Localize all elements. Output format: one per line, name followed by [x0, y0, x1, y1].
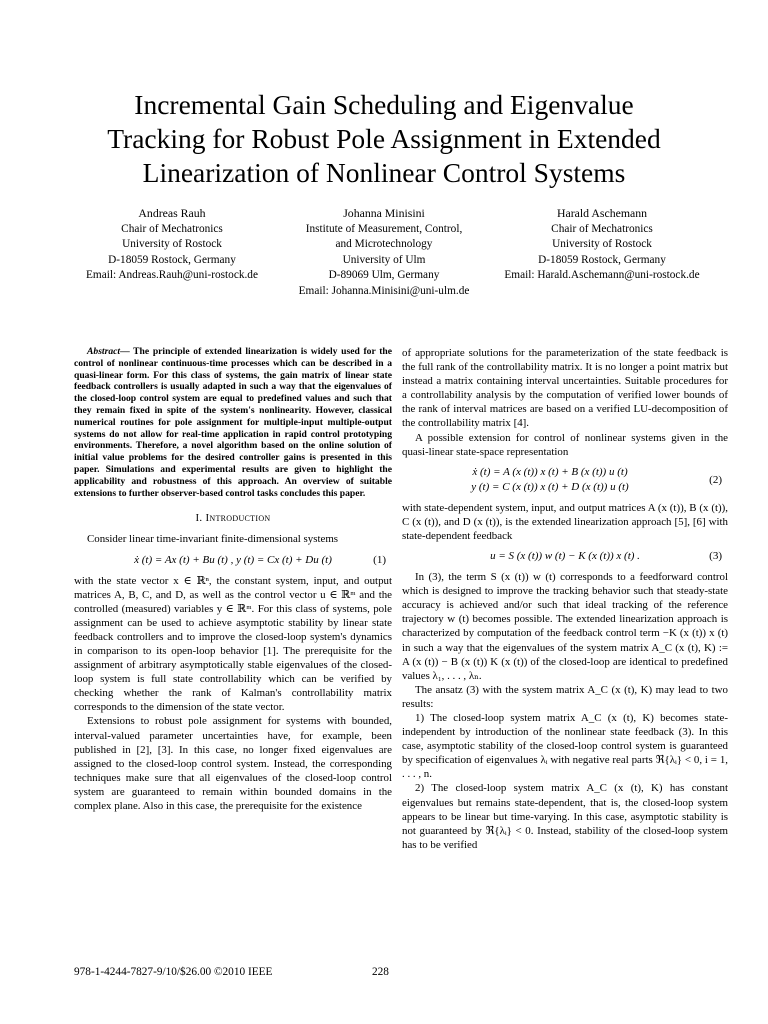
- paragraph: of appropriate solutions for the parameterization of the state feedback is the full rank of the controllability matrix. It is no longer a point matrix but instead a matrix containing interval uncertainties. Suitable procedures for a controllability analysis by the computation of verified lower bounds of the rank of interval matrices are based on a verified LU-decomposition of the controllability matrix [4].: [402, 347, 728, 430]
- paragraph: with the state vector x ∈ ℝⁿ, the constant system, input, and output matrices A, B, C, and D, as well as the control vector u ∈ ℝᵐ and the controlled (measured) variables y ∈ ℝᵐ. For this class of systems, pole assignment can be used to achieve asymptotic stability by linear state feedback controllers and to improve the closed-loop system's dynamics in comparison to its open-loop behavior [1]. The prerequisite for the assignment of arbitrary asymptotically stable eigenvalues of the closed-loop system is full state controllability which can be verified by checking whether the rank of Kalman's controllability matrix corresponds to the dimension of the state vector.: [74, 574, 392, 714]
- author-address: D-18059 Rostock, Germany: [108, 253, 236, 266]
- title-line: Linearization of Nonlinear Control Systems: [142, 157, 626, 188]
- paragraph: 2) The closed-loop system matrix A_C (x (t), K) has constant eigenvalues but remains state-dependent, that is, the closed-loop system appears to be linear but time-varying. In this case, asymptotic stability is not guaranteed by ℜ{λᵢ} < 0. Instead, stability of the closed-loop system has to be verified: [402, 782, 728, 851]
- equation-line: ẋ (t) = A (x (t)) x (t) + B (x (t)) u (t): [472, 465, 628, 478]
- equation-2: [402, 465, 728, 495]
- author-name: Johanna Minisini: [343, 206, 425, 220]
- paragraph: 1) The closed-loop system matrix A_C (x (t), K) becomes state-independent by introduction of the nonlinear state feedback (3). In this case, asymptotic stability of the closed-loop control system is guaranteed by specification of eigenvalues λᵢ with negative real parts ℜ{λᵢ} < 0, i = 1, . . . , n.: [402, 711, 728, 781]
- author-block-minisini: [274, 206, 494, 299]
- author-affiliation: Chair of Mechatronics: [121, 222, 223, 235]
- author-block-rauh: [60, 206, 284, 284]
- equation-1: [74, 553, 392, 567]
- equation-number: (1): [373, 553, 386, 566]
- equation-body: u = S (x (t)) w (t) − K (x (t)) x (t) .: [490, 550, 640, 563]
- author-block-aschemann: [484, 206, 720, 284]
- author-affiliation: and Microtechnology: [335, 238, 433, 250]
- equation-3: [402, 549, 728, 563]
- right-column: [402, 346, 728, 852]
- paragraph: Extensions to robust pole assignment for systems with bounded, interval-valued parameter uncertainties have, for example, been published in [2], [3]. In this case, no longer fixed eigenvalues are assigned to the closed-loop control system. Instead, the corresponding techniques make sure that all eigenvalues of the closed-loop control system are guaranteed to remain within bounded domains in the complex plane. Also in this case, the prerequisite for the existence: [74, 715, 392, 813]
- author-email: Email: Johanna.Minisini@uni-ulm.de: [298, 284, 470, 297]
- left-column: [74, 346, 392, 813]
- abstract-label: Abstract: [87, 346, 121, 357]
- equation-number: (3): [709, 550, 722, 563]
- title-line: Tracking for Robust Pole Assignment in Extended: [107, 123, 661, 154]
- paragraph: Consider linear time-invariant finite-dimensional systems: [87, 533, 339, 546]
- author-email: Email: Andreas.Rauh@uni-rostock.de: [86, 269, 258, 281]
- author-name: Harald Aschemann: [556, 206, 648, 220]
- author-affiliation: Chair of Mechatronics: [551, 222, 653, 235]
- page-number: 228: [372, 966, 389, 978]
- equation-number: (2): [709, 473, 722, 486]
- paragraph: The ansatz (3) with the system matrix A_C (x (t), K) may lead to two results:: [402, 683, 728, 710]
- author-address: D-89069 Ulm, Germany: [328, 269, 440, 281]
- abstract-text: The principle of extended linearization is widely used for the control of nonlinear continuous-time processes which can be described in a quasi-linear form. For this class of systems, the gain matrix of linear state feedback controllers is usually adapted in such a way that the eigenvalues of the closed-loop control system are equal to predefined values and such that they remain fixed in spite of the system's nonlinearity. However, classical numerical routines for pole assignment for multiple-input multiple-output systems do not allow for real-time application in rapid control prototyping environments. Therefore, a novel algorithm based on the online solution of initial value problems for the desired controller gains is presented in this paper. Simulations and experimental results are given to highlight the applicability and robustness of this approach. An overview of suitable extensions to further observer-based control tasks concludes this paper.: [74, 346, 392, 499]
- abstract: Abstract— The principle of extended linearization is widely used for the control of nonlinear continuous-time processes which can be described in a quasi-linear form. For this class of systems, the gain matrix of linear state feedback controllers is usually adapted in such a way that the eigenvalues of the closed-loop control system are equal to predefined values and such that they remain fixed in spite of the system's nonlinearity. However, classical numerical routines for pole assignment for multiple-input multiple-output systems do not allow for real-time application in rapid control prototyping environments. Therefore, a novel algorithm based on the online solution of initial value problems for the desired controller gains is presented in this paper. Simulations and experimental results are given to highlight the applicability and robustness of this approach. An overview of suitable extensions to further observer-based control tasks concludes this paper.: [74, 346, 392, 499]
- paper-title: [40, 88, 728, 190]
- equation-line: y (t) = C (x (t)) x (t) + D (x (t)) u (t): [471, 480, 629, 493]
- paragraph: In (3), the term S (x (t)) w (t) corresponds to a feedforward control which is designed to improve the tracking behavior such that steady-state accuracy is achieved and/or such that ideal tracking of the reference trajectory w (t) becomes possible. The extended linearization approach is characterized by computation of the feedback control term −K (x (t)) x (t) in such a way that the eigenvalues of the system matrix A_C (x (t), K) := A (x (t)) − B (x (t)) K (x (t)) of the closed-loop are identical to predefined values λ₁, . . . , λₙ.: [402, 571, 728, 682]
- section-heading-introduction: I. Introduction: [195, 512, 271, 525]
- title-line: Incremental Gain Scheduling and Eigenvalue: [134, 89, 634, 120]
- paragraph: A possible extension for control of nonlinear systems given in the quasi-linear state-space representation: [402, 431, 728, 458]
- author-email: Email: Harald.Aschemann@uni-rostock.de: [504, 269, 700, 281]
- copyright-footer: 978-1-4244-7827-9/10/$26.00 ©2010 IEEE: [74, 966, 273, 978]
- author-address: D-18059 Rostock, Germany: [538, 253, 666, 266]
- author-affiliation: University of Rostock: [552, 238, 652, 250]
- author-affiliation: University of Rostock: [122, 238, 222, 250]
- equation-body: ẋ (t) = Ax (t) + Bu (t) , y (t) = Cx (t) + Du (t): [134, 553, 332, 566]
- author-affiliation: Institute of Measurement, Control,: [305, 222, 463, 235]
- author-affiliation: University of Ulm: [342, 253, 426, 266]
- paragraph: with state-dependent system, input, and output matrices A (x (t)), B (x (t)), C (x (t)), and D (x (t)), is the extended linearization approach [5], [6] with state-dependent feedback: [402, 501, 728, 542]
- author-name: Andreas Rauh: [138, 206, 206, 220]
